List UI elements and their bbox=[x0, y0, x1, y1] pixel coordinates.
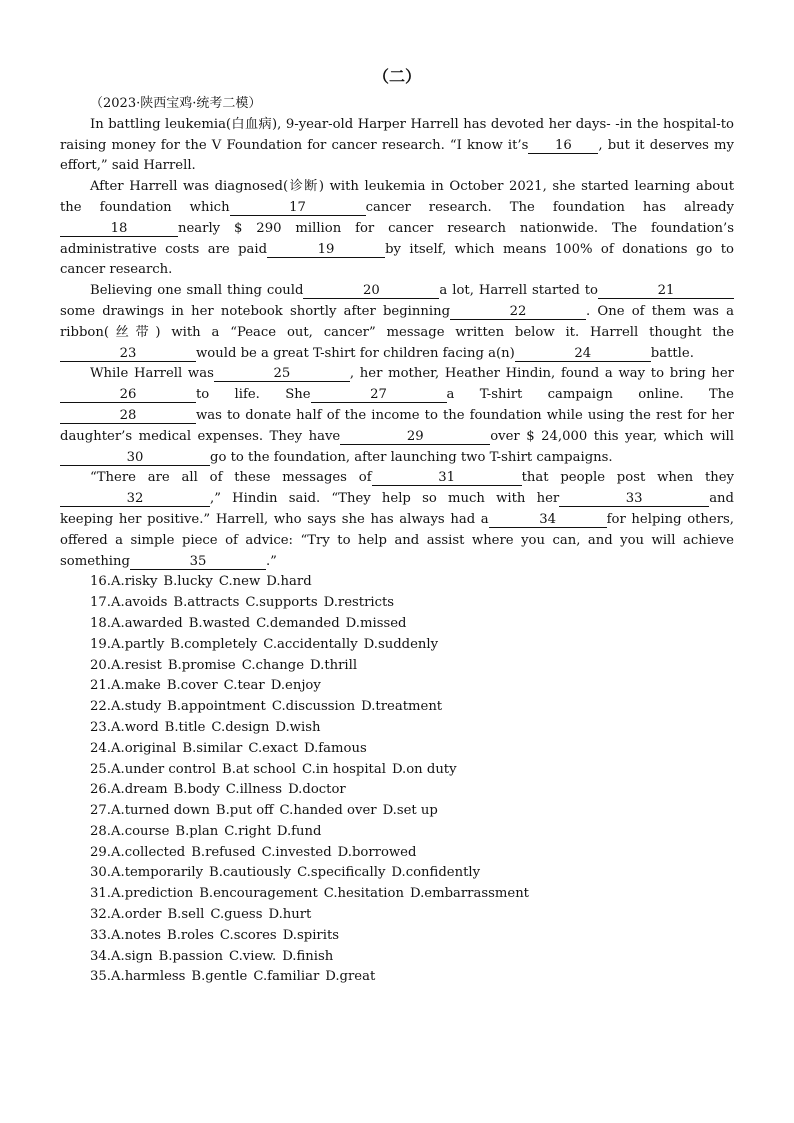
text: some drawings in her notebook shortly after beginning bbox=[60, 303, 451, 319]
blank-19[interactable]: 19 bbox=[267, 242, 385, 258]
option-c[interactable]: C.discussion bbox=[271, 699, 356, 715]
option-c[interactable]: C.exact bbox=[248, 740, 298, 756]
option-c[interactable]: C.design bbox=[211, 719, 270, 735]
option-c[interactable]: C.accidentally bbox=[263, 636, 358, 652]
blank-34[interactable]: 34 bbox=[489, 512, 607, 528]
option-row bbox=[60, 718, 734, 739]
option-b[interactable]: B.completely bbox=[170, 636, 258, 652]
option-c[interactable]: C.tear bbox=[223, 678, 265, 694]
text: cancer research. The foundation has already bbox=[365, 199, 734, 215]
option-a[interactable]: 29.A.collected bbox=[90, 844, 186, 860]
option-a[interactable]: 32.A.order bbox=[90, 907, 162, 923]
option-row bbox=[60, 593, 734, 614]
option-c[interactable]: C.demanded bbox=[256, 615, 340, 631]
paragraph-3 bbox=[60, 281, 734, 364]
blank-20[interactable]: 20 bbox=[303, 283, 439, 299]
paragraph-1 bbox=[60, 115, 734, 177]
blank-32[interactable]: 32 bbox=[60, 491, 210, 507]
option-row bbox=[60, 656, 734, 677]
option-b[interactable]: B.sell bbox=[167, 907, 205, 923]
options-list bbox=[60, 572, 734, 988]
option-row bbox=[60, 697, 734, 718]
text: In battling leukemia(白血病), 9-year-old Harper Harrell has devoted her days- -in the hospital-to raising money for the V Foundation for cancer research. “I know it’s bbox=[60, 116, 734, 153]
option-b[interactable]: B.attracts bbox=[173, 595, 240, 611]
option-c[interactable]: C.guess bbox=[210, 907, 263, 923]
text: that people post when they bbox=[521, 470, 734, 486]
option-row bbox=[60, 926, 734, 947]
option-d[interactable]: D.famous bbox=[303, 740, 367, 756]
option-d[interactable]: D.suddenly bbox=[363, 636, 439, 652]
exam-page bbox=[60, 60, 734, 988]
option-row bbox=[60, 905, 734, 926]
blank-35[interactable]: 35 bbox=[130, 554, 266, 570]
text: and keeping her positive.” Harrell, who says she has always had a bbox=[60, 491, 734, 527]
paragraph-4 bbox=[60, 364, 734, 468]
option-d[interactable]: D.missed bbox=[345, 615, 407, 631]
text: Believing one small thing could bbox=[90, 283, 304, 299]
option-c[interactable]: C.illness bbox=[225, 782, 283, 798]
text: a lot, Harrell started to bbox=[439, 283, 598, 299]
text: nearly $ 290 million for cancer research nationwide. The foundation’s administrative costs are paid bbox=[60, 220, 734, 257]
option-b[interactable]: B.promise bbox=[167, 657, 236, 673]
option-d[interactable]: D.embarrassment bbox=[409, 886, 529, 902]
blank-21[interactable]: 21 bbox=[598, 283, 734, 299]
option-d[interactable]: D.borrowed bbox=[337, 844, 417, 860]
option-b[interactable]: B.encouragement bbox=[199, 886, 318, 902]
option-a[interactable]: 19.A.partly bbox=[90, 636, 165, 652]
option-d[interactable]: D.treatment bbox=[361, 699, 443, 715]
paragraph-2 bbox=[60, 177, 734, 281]
text: , her mother, Heather Hindin, found a way to bring her bbox=[349, 366, 734, 382]
option-b[interactable]: B.cautiously bbox=[209, 865, 292, 881]
option-c[interactable]: C.invested bbox=[261, 844, 332, 860]
text: would be a great T-shirt for children facing a(n) bbox=[196, 345, 515, 361]
text: ,” Hindin said. “They help so much with her bbox=[210, 491, 560, 507]
option-a[interactable]: 25.A.under control bbox=[90, 761, 216, 777]
option-row bbox=[60, 863, 734, 884]
option-a[interactable]: 27.A.turned down bbox=[90, 803, 210, 819]
text: go to the foundation, after launching two T-shirt campaigns. bbox=[210, 449, 613, 465]
option-a[interactable]: 34.A.sign bbox=[90, 948, 153, 964]
option-b[interactable]: B.at school bbox=[222, 761, 296, 777]
option-row bbox=[60, 822, 734, 843]
option-c[interactable]: C.change bbox=[241, 657, 305, 673]
option-row bbox=[60, 760, 734, 781]
option-b[interactable]: B.put off bbox=[215, 803, 274, 819]
text: battle. bbox=[650, 345, 694, 361]
blank-24[interactable]: 24 bbox=[515, 346, 651, 362]
option-row bbox=[60, 967, 734, 988]
option-c[interactable]: C.scores bbox=[219, 927, 277, 943]
blank-29[interactable]: 29 bbox=[340, 429, 490, 445]
option-d[interactable]: D.set up bbox=[382, 803, 438, 819]
option-row bbox=[60, 843, 734, 864]
section-title: （二） bbox=[372, 67, 421, 86]
option-c[interactable]: C.in hospital bbox=[301, 761, 386, 777]
option-row bbox=[60, 884, 734, 905]
text: a T-shirt campaign online. The bbox=[446, 387, 734, 403]
option-b[interactable]: B.plan bbox=[175, 823, 219, 839]
option-a[interactable]: 31.A.prediction bbox=[90, 886, 194, 902]
option-row bbox=[60, 614, 734, 635]
option-row bbox=[60, 780, 734, 801]
option-d[interactable]: D.enjoy bbox=[270, 678, 321, 694]
option-b[interactable]: B.similar bbox=[182, 740, 243, 756]
option-d[interactable]: D.great bbox=[325, 969, 376, 985]
blank-26[interactable]: 26 bbox=[60, 387, 196, 403]
blank-23[interactable]: 23 bbox=[60, 346, 196, 362]
option-b[interactable]: B.cover bbox=[166, 678, 218, 694]
option-a[interactable]: 23.A.word bbox=[90, 719, 159, 735]
option-a[interactable]: 26.A.dream bbox=[90, 782, 168, 798]
blank-31[interactable]: 31 bbox=[372, 470, 522, 486]
option-row bbox=[60, 572, 734, 593]
text: . One of them was a ribbon(丝带) with a “Peace out, cancer” message written below it. Harrell thought the bbox=[60, 303, 734, 340]
option-a[interactable]: 18.A.awarded bbox=[90, 615, 183, 631]
option-d[interactable]: D.wish bbox=[275, 719, 321, 735]
text: over $ 24,000 this year, which will bbox=[490, 428, 734, 444]
option-a[interactable]: 28.A.course bbox=[90, 823, 170, 839]
blank-17[interactable]: 17 bbox=[230, 200, 366, 216]
option-c[interactable]: C.specifically bbox=[297, 865, 386, 881]
option-a[interactable]: 17.A.avoids bbox=[90, 595, 168, 611]
option-c[interactable]: C.view. bbox=[228, 948, 277, 964]
option-d[interactable]: D.hurt bbox=[268, 907, 312, 923]
option-c[interactable]: C.new bbox=[218, 574, 261, 590]
option-a[interactable]: 33.A.notes bbox=[90, 927, 161, 943]
option-c[interactable]: C.hesitation bbox=[323, 886, 404, 902]
blank-28[interactable]: 28 bbox=[60, 408, 196, 424]
option-row bbox=[60, 801, 734, 822]
blank-22[interactable]: 22 bbox=[450, 304, 586, 320]
option-b[interactable]: B.appointment bbox=[167, 699, 266, 715]
option-b[interactable]: B.lucky bbox=[163, 574, 213, 590]
option-d[interactable]: D.spirits bbox=[282, 927, 340, 943]
blank-30[interactable]: 30 bbox=[60, 450, 210, 466]
option-row bbox=[60, 676, 734, 697]
option-row bbox=[60, 635, 734, 656]
option-a[interactable]: 30.A.temporarily bbox=[90, 865, 204, 881]
option-c[interactable]: C.familiar bbox=[253, 969, 320, 985]
option-d[interactable]: D.doctor bbox=[288, 782, 346, 798]
option-a[interactable]: 21.A.make bbox=[90, 678, 161, 694]
option-b[interactable]: B.passion bbox=[158, 948, 223, 964]
option-a[interactable]: 22.A.study bbox=[90, 699, 162, 715]
text: by itself, which means 100% of donations go to cancer research. bbox=[60, 241, 734, 278]
option-row bbox=[60, 947, 734, 968]
option-d[interactable]: D.on duty bbox=[391, 761, 457, 777]
text: to life. She bbox=[196, 387, 311, 403]
option-b[interactable]: B.wasted bbox=[188, 615, 251, 631]
source-note: （2023·陕西宝鸡·统考二模） bbox=[90, 96, 262, 111]
option-a[interactable]: 24.A.original bbox=[90, 740, 177, 756]
option-b[interactable]: B.roles bbox=[167, 927, 214, 943]
option-c[interactable]: C.right bbox=[224, 823, 271, 839]
option-c[interactable]: C.handed over bbox=[279, 803, 377, 819]
text: After Harrell was diagnosed(诊断) with leukemia in October 2021, she started learning about the foundation which bbox=[60, 179, 734, 215]
option-b[interactable]: B.refused bbox=[191, 844, 256, 860]
text: was to donate half of the income to the foundation while using the rest for her daughter’s medical expenses. They have bbox=[60, 407, 734, 444]
text: , but it deserves my effort,” said Harrell. bbox=[60, 137, 734, 174]
blank-33[interactable]: 33 bbox=[559, 491, 709, 507]
option-b[interactable]: B.body bbox=[173, 782, 220, 798]
text: “There are all of these messages of bbox=[90, 470, 372, 486]
option-d[interactable]: D.hard bbox=[266, 574, 312, 590]
paragraph-5 bbox=[60, 468, 734, 572]
text: While Harrell was bbox=[90, 366, 214, 382]
option-d[interactable]: D.finish bbox=[282, 948, 334, 964]
option-b[interactable]: B.title bbox=[164, 719, 206, 735]
option-d[interactable]: D.fund bbox=[276, 823, 322, 839]
option-d[interactable]: D.thrill bbox=[310, 657, 358, 673]
blank-18[interactable]: 18 bbox=[60, 221, 178, 237]
text: .” bbox=[265, 553, 277, 569]
option-c[interactable]: C.supports bbox=[245, 595, 318, 611]
blank-27[interactable]: 27 bbox=[311, 387, 447, 403]
blank-16[interactable]: 16 bbox=[528, 138, 598, 154]
text: for helping others, offered a simple piece of advice: “Try to help and assist where you can, and you will achieve something bbox=[60, 511, 734, 569]
option-d[interactable]: D.restricts bbox=[323, 595, 395, 611]
option-a[interactable]: 35.A.harmless bbox=[90, 969, 186, 985]
option-d[interactable]: D.confidently bbox=[391, 865, 481, 881]
option-row bbox=[60, 739, 734, 760]
option-b[interactable]: B.gentle bbox=[191, 969, 248, 985]
blank-25[interactable]: 25 bbox=[214, 366, 350, 382]
option-a[interactable]: 16.A.risky bbox=[90, 574, 158, 590]
option-a[interactable]: 20.A.resist bbox=[90, 657, 162, 673]
